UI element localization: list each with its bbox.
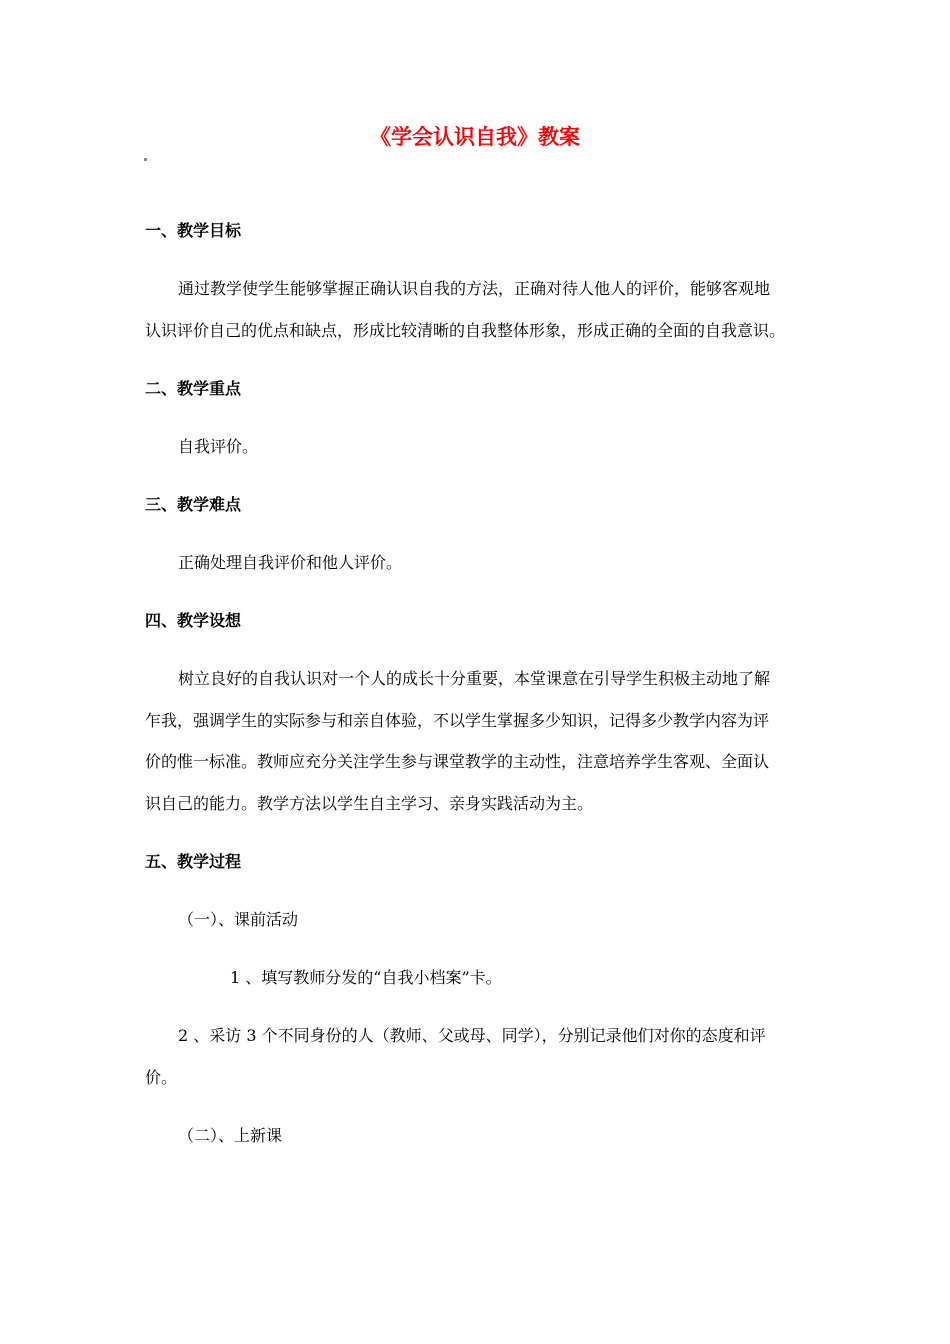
paragraph-line: 乍我，强调学生的实际参与和亲自体验，不以学生掌握多少知识，记得多少教学内容为评 — [145, 711, 770, 730]
section-heading-design: 四、教学设想 — [145, 611, 242, 630]
list-item: 1 、填写教师分发的“自我小档案”卡。 — [230, 968, 502, 987]
subsection-heading: （一）、课前活动 — [178, 910, 299, 929]
subsection-heading: （二）、上新课 — [178, 1126, 283, 1145]
paragraph-line: 价的惟一标准。教师应充分关注学生参与课堂教学的主动性，注意培养学生客观、全面认 — [145, 752, 770, 771]
section-heading-difficulty: 三、教学难点 — [145, 495, 242, 514]
paragraph-line: 自我评价。 — [178, 437, 259, 456]
list-item-continuation: 价。 — [145, 1068, 178, 1087]
stray-mark — [144, 158, 147, 161]
section-heading-key-point: 二、教学重点 — [145, 379, 242, 398]
paragraph-line: 树立良好的自我认识对一个人的成长十分重要，本堂课意在引导学生积极主动地了解 — [178, 669, 771, 688]
document-title: 《学会认识自我》教案 — [370, 125, 580, 149]
paragraph-line: 正确处理自我评价和他人评价。 — [178, 553, 403, 572]
paragraph-line: 识自己的能力。教学方法以学生自主学习、亲身实践活动为主。 — [145, 794, 594, 813]
list-item: 2 、采访 3 个不同身份的人（教师、父或母、同学），分别记录他们对你的态度和评 — [178, 1026, 766, 1045]
paragraph-line: 通过教学使学生能够掌握正确认识自我的方法，正确对待人他人的评价，能够客观地 — [178, 279, 771, 298]
section-heading-goal: 一、教学目标 — [145, 221, 242, 240]
section-heading-process: 五、教学过程 — [145, 852, 242, 871]
paragraph-line: 认识评价自己的优点和缺点，形成比较清晰的自我整体形象，形成正确的全面的自我意识。 — [145, 321, 786, 340]
